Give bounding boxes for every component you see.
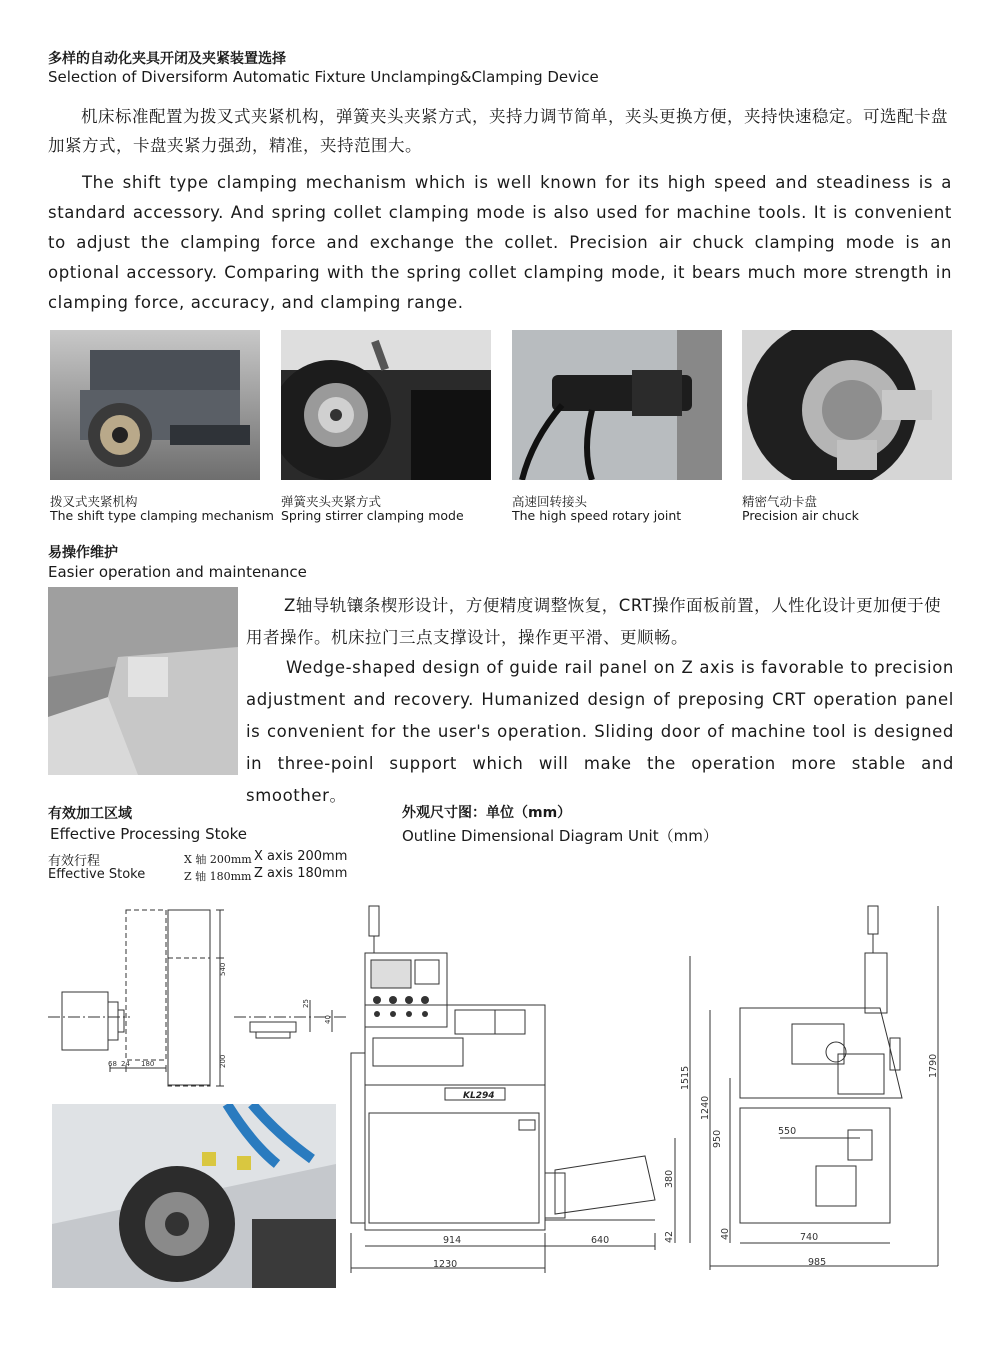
tool-post — [168, 910, 210, 1085]
main-cabinet — [365, 1085, 545, 1230]
dim-740: 740 — [800, 1232, 819, 1243]
dim-1790: 1790 — [928, 1053, 939, 1078]
dim-40: 40 — [324, 1015, 332, 1024]
dim-1230: 1230 — [433, 1259, 458, 1270]
dim-200: 200 — [219, 1054, 227, 1068]
section2-title-cn: 易操作维护 — [48, 545, 118, 561]
dim-1515: 1515 — [680, 1065, 691, 1090]
dim-68: 68 — [108, 1060, 117, 1068]
caption-3-en: The high speed rotary joint — [512, 508, 682, 523]
photo-air-chuck — [742, 330, 952, 480]
dim-380: 380 — [664, 1169, 675, 1188]
dim-640: 640 — [591, 1235, 610, 1246]
dim-42: 42 — [664, 1230, 675, 1243]
front-view-drawing — [345, 898, 685, 1278]
photo-rotary-joint — [512, 330, 722, 480]
section1-title-en: Selection of Diversiform Automatic Fixture Unclamping&Clamping Device — [48, 68, 599, 86]
caption-1-en: The shift type clamping mechanism — [50, 508, 274, 523]
dim-550: 550 — [778, 1126, 797, 1137]
stroke-label-cn: 有效行程 — [48, 854, 101, 869]
chip-conveyor — [555, 1156, 655, 1214]
photo-guide-rail — [48, 587, 238, 775]
photo-work-area — [52, 1104, 336, 1288]
dim-180: 180 — [141, 1060, 155, 1068]
z-axis-cn: Z 轴 180mm — [184, 870, 252, 883]
stroke-label-en: Effective Stoke — [48, 867, 146, 882]
z-axis-en: Z axis 180mm — [254, 866, 348, 881]
section3-title-en: Effective Processing Stoke — [50, 825, 248, 843]
dim-914: 914 — [443, 1235, 462, 1246]
section4-title-en: Outline Dimensional Diagram Unit（mm） — [402, 827, 718, 845]
caption-2-en: Spring stirrer clamping mode — [281, 508, 464, 523]
photo-shift-clamping — [50, 330, 260, 480]
dim-25: 25 — [302, 999, 310, 1008]
x-axis-en: X axis 200mm — [254, 849, 348, 864]
section2-paragraph-en: Wedge-shaped design of guide rail panel on Z axis is favorable to precision adjustment and recovery. Humanized design of preposing CRT operation panel is convenient for the user's operation. Sliding door of machine tool is designed in three-poinl support which will make the operation more stable and smoother。 — [246, 658, 954, 805]
caption-2-cn: 弹簧夹头夹紧方式 — [281, 494, 382, 509]
stroke-zone-x — [126, 910, 166, 1060]
x-axis-cn: X 轴 200mm — [184, 853, 252, 866]
dim-540: 540 — [219, 962, 227, 976]
section3-title-cn: 有效加工区域 — [48, 806, 132, 822]
caption-1-cn: 拨叉式夹紧机构 — [50, 494, 138, 509]
dim-1240: 1240 — [700, 1095, 711, 1120]
upper-housing — [740, 1008, 902, 1098]
caption-3-cn: 高速回转接头 — [512, 494, 588, 509]
section1-title-cn: 多样的自动化夹具开闭及夹紧装置选择 — [48, 51, 286, 67]
dim-985: 985 — [808, 1257, 827, 1268]
dim-24: 24 — [121, 1060, 130, 1068]
signal-tower — [369, 906, 379, 936]
section1-paragraph-cn: 机床标准配置为拨叉式夹紧机构，弹簧夹头夹紧方式，夹持力调节简单，夹头更换方便，夹持快速稳定。可选配卡盘加紧方式，卡盘夹紧力强劲，精准，夹持范围大。 — [48, 107, 948, 155]
side-view-drawing — [680, 898, 950, 1278]
dim-950: 950 — [712, 1129, 723, 1148]
section4-title-cn: 外观尺寸图：单位（mm） — [402, 805, 572, 821]
lower-cabinet — [740, 1108, 890, 1223]
caption-4-en: Precision air chuck — [742, 508, 859, 523]
spindle-nose — [108, 1002, 118, 1040]
photo-spring-collet — [281, 330, 491, 480]
section2-title-en: Easier operation and maintenance — [48, 563, 307, 581]
dim-40-side: 40 — [720, 1227, 731, 1240]
section1-paragraph-en: The shift type clamping mechanism which is well known for its high speed and steadiness is a standard accessory. And spring collet clamping mode is also used for machine tools. It is convenient to adjust the clamping force and exchange the collet. Precision air chuck clamping mode is an optional accessory. Comparing with the spring collet clamping mode, it bears much more strength in clamping force, accuracy, and clamping range. — [48, 173, 952, 312]
model-label: KL294 — [463, 1091, 495, 1101]
caption-4-cn: 精密气动卡盘 — [742, 494, 818, 509]
section2-paragraph-cn: Z轴导轨镶条楔形设计，方便精度调整恢复，CRT操作面板前置，人性化设计更加便于使用者操作。机床拉门三点支撑设计，操作更平滑、更顺畅。 — [246, 596, 942, 647]
processing-area-drawing — [48, 900, 348, 1100]
spindle-body — [62, 992, 108, 1050]
